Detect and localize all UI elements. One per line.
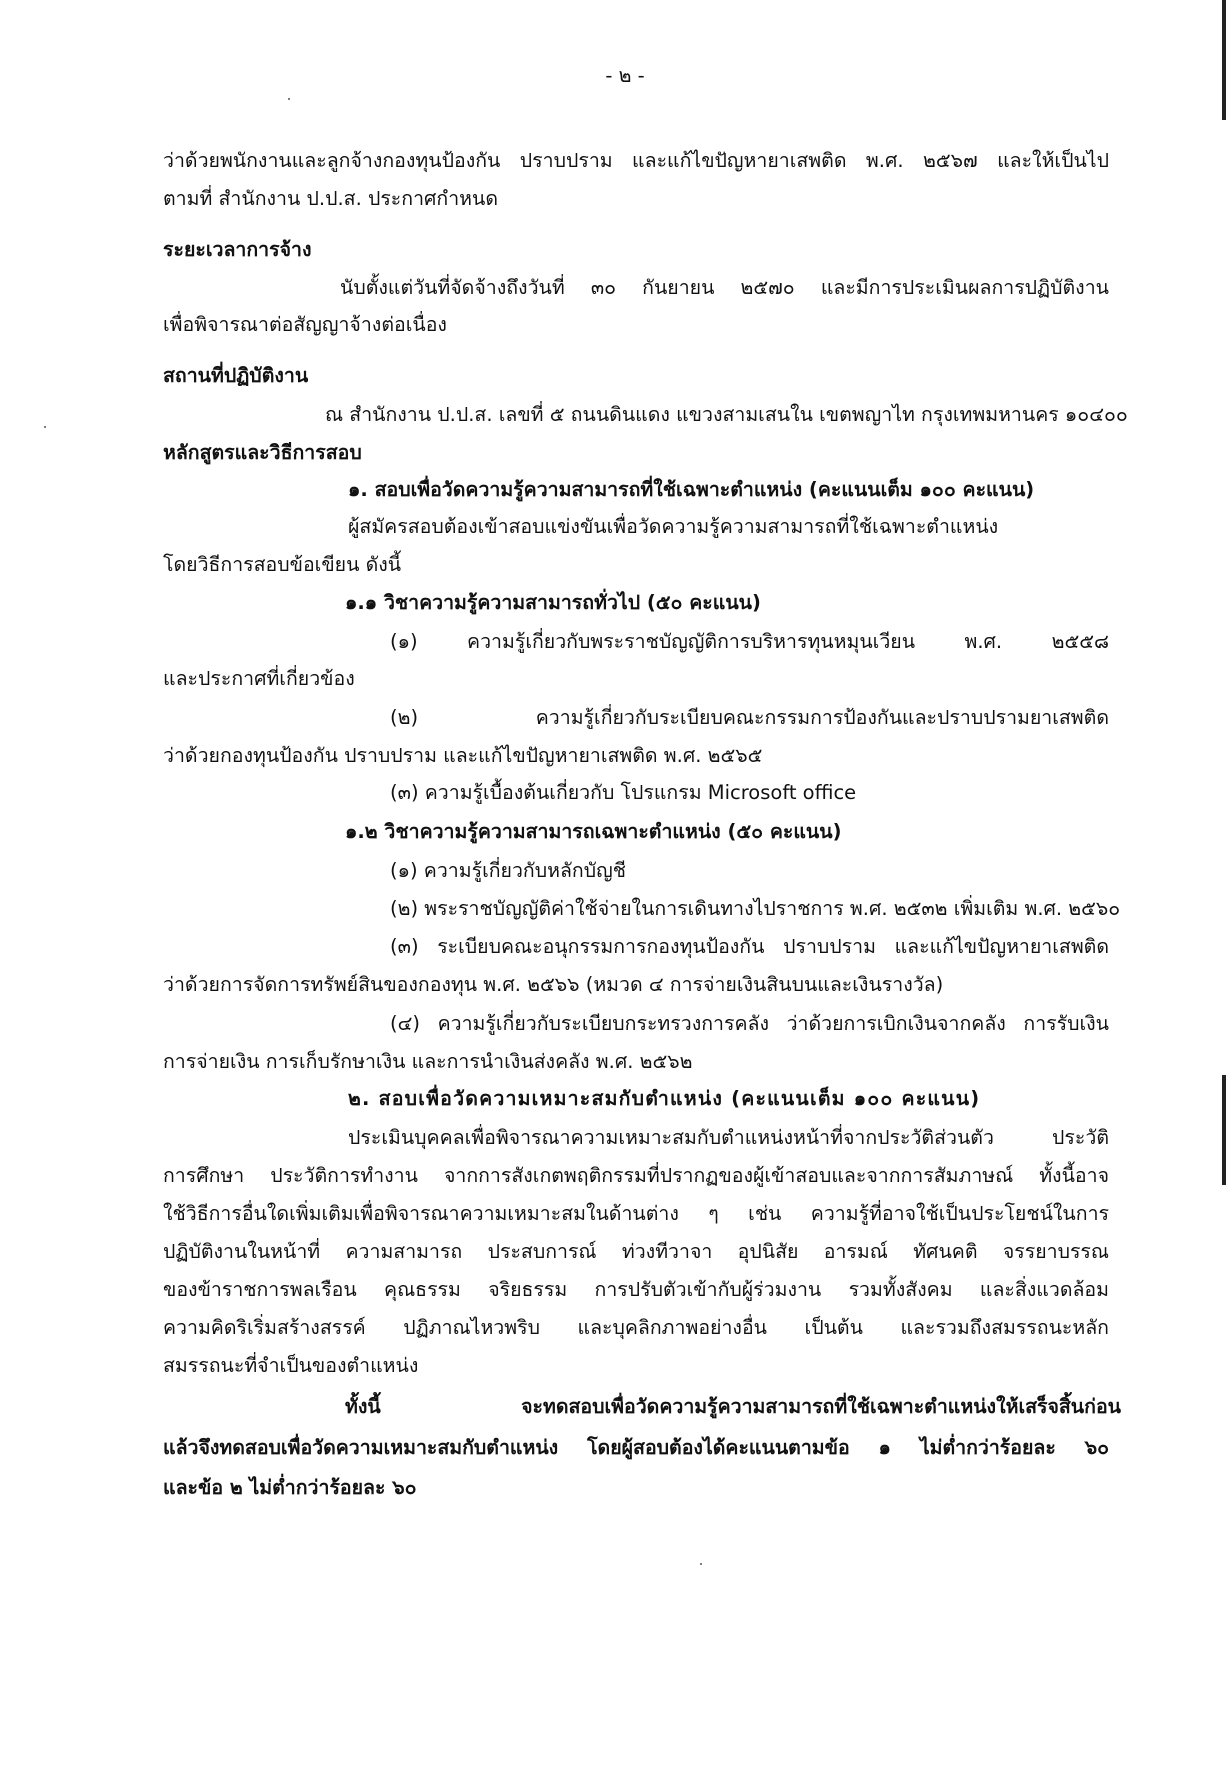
period-heading: ระยะเวลาการจ้าง	[163, 238, 312, 261]
subsection-1-2-item: (๔) ความรู้เกี่ยวกับระเบียบกระทรวงการคลัง ว่าด้วยการเบิกเงินจากคลัง การรับเงิน	[390, 1012, 1109, 1035]
section-2-line: ของข้าราชการพลเรือน คุณธรรม จริยธรรม การปรับตัวเข้ากับผู้ร่วมงาน รวมทั้งสังคม และสิ่งแวดล้อม	[163, 1278, 1109, 1301]
section-1-description: ผู้สมัครสอบต้องเข้าสอบแข่งขันเพื่อวัดความรู้ความสามารถที่ใช้เฉพาะตำแหน่ง	[348, 515, 999, 538]
subsection-1-1-item: (๒) ความรู้เกี่ยวกับระเบียบคณะกรรมการป้องกันและปราบปรามยาเสพติด	[390, 706, 1109, 729]
subsection-1-1-item: (๑) ความรู้เกี่ยวกับพระราชบัญญัติการบริหารทุนหมุนเวียน พ.ศ. ๒๕๕๘	[390, 630, 1109, 653]
subsection-1-1-item: (๓) ความรู้เบื้องต้นเกี่ยวกับ โปรแกรม Microsoft office	[390, 781, 857, 804]
subsection-1-2-item: (๓) ระเบียบคณะอนุกรรมการกองทุนป้องกัน ปราบปราม และแก้ไขปัญหายาเสพติด	[390, 935, 1109, 958]
scan-edge-top	[1222, 0, 1226, 120]
closing-line: และข้อ ๒ ไม่ต่ำกว่าร้อยละ ๖๐	[163, 1476, 417, 1499]
subsection-1-2-item: (๑) ความรู้เกี่ยวกับหลักบัญชี	[390, 859, 626, 882]
scan-speck	[700, 1563, 702, 1565]
scan-speck	[288, 98, 290, 100]
section-2-line: ปฏิบัติงานในหน้าที่ ความสามารถ ประสบการณ์ ท่วงทีวาจา อุปนิสัย อารมณ์ ทัศนคติ จรรยาบรรณ	[163, 1240, 1109, 1263]
section-2-heading: ๒. สอบเพื่อวัดความเหมาะสมกับตำแหน่ง (คะแนนเต็ม ๑๐๐ คะแนน)	[348, 1087, 981, 1110]
section-2-line: ความคิดริเริ่มสร้างสรรค์ ปฏิภาณไหวพริบ และบุคลิกภาพอย่างอื่น เป็นต้น และรวมถึงสมรรถนะหลัก	[163, 1316, 1109, 1339]
subsection-1-2-item: (๒) พระราชบัญญัติค่าใช้จ่ายในการเดินทางไปราชการ พ.ศ. ๒๕๓๒ เพิ่มเติม พ.ศ. ๒๕๖๐	[390, 897, 1121, 920]
period-line: เพื่อพิจารณาต่อสัญญาจ้างต่อเนื่อง	[163, 313, 447, 336]
workplace-line: ณ สำนักงาน ป.ป.ส. เลขที่ ๕ ถนนดินแดง แขวงสามเสนใน เขตพญาไท กรุงเทพมหานคร ๑๐๔๐๐	[325, 403, 1128, 426]
intro-line: ว่าด้วยพนักงานและลูกจ้างกองทุนป้องกัน ปราบปราม และแก้ไขปัญหายาเสพติด พ.ศ. ๒๕๖๗ และให้เป็นไป	[163, 149, 1109, 172]
subsection-1-1-heading: ๑.๑ วิชาความรู้ความสามารถทั่วไป (๕๐ คะแนน)	[345, 591, 761, 614]
section-2-line: การศึกษา ประวัติการทำงาน จากการสังเกตพฤติกรรมที่ปรากฏของผู้เข้าสอบและจากการสัมภาษณ์ ทั้งนี้อาจ	[163, 1164, 1109, 1187]
scan-speck	[44, 426, 46, 428]
section-1-heading: ๑. สอบเพื่อวัดความรู้ความสามารถที่ใช้เฉพาะตำแหน่ง (คะแนนเต็ม ๑๐๐ คะแนน)	[348, 478, 1035, 501]
workplace-heading: สถานที่ปฏิบัติงาน	[163, 364, 309, 387]
curriculum-heading: หลักสูตรและวิธีการสอบ	[163, 441, 362, 464]
section-2-line: สมรรถนะที่จำเป็นของตำแหน่ง	[163, 1354, 419, 1377]
section-2-line: ประเมินบุคคลเพื่อพิจารณาความเหมาะสมกับตำแหน่งหน้าที่จากประวัติส่วนตัว ประวัติ	[348, 1126, 1109, 1149]
subsection-1-1-item: ว่าด้วยกองทุนป้องกัน ปราบปราม และแก้ไขปัญหายาเสพติด พ.ศ. ๒๕๖๕	[163, 744, 763, 767]
section-1-description: โดยวิธีการสอบข้อเขียน ดังนี้	[163, 553, 402, 576]
closing-line: แล้วจึงทดสอบเพื่อวัดความเหมาะสมกับตำแหน่ง โดยผู้สอบต้องได้คะแนนตามข้อ ๑ ไม่ต่ำกว่าร้อยละ ๖๐	[163, 1436, 1109, 1459]
scan-edge-mid	[1222, 1075, 1226, 1185]
subsection-1-2-item: ว่าด้วยการจัดการทรัพย์สินของกองทุน พ.ศ. ๒๕๖๖ (หมวด ๔ การจ่ายเงินสินบนและเงินรางวัล)	[163, 973, 944, 996]
subsection-1-1-item: และประกาศที่เกี่ยวข้อง	[163, 667, 355, 690]
closing-line: ทั้งนี้ จะทดสอบเพื่อวัดความรู้ความสามารถที่ใช้เฉพาะตำแหน่งให้เสร็จสิ้นก่อน	[345, 1395, 1121, 1418]
period-line: นับตั้งแต่วันที่จัดจ้างถึงวันที่ ๓๐ กันยายน ๒๕๗๐ และมีการประเมินผลการปฏิบัติงาน	[340, 276, 1109, 299]
section-2-line: ใช้วิธีการอื่นใดเพิ่มเติมเพื่อพิจารณาความเหมาะสมในด้านต่าง ๆ เช่น ความรู้ที่อาจใช้เป็นประโยชน์ในการ	[163, 1202, 1109, 1225]
subsection-1-2-item: การจ่ายเงิน การเก็บรักษาเงิน และการนำเงินส่งคลัง พ.ศ. ๒๕๖๒	[163, 1050, 693, 1073]
subsection-1-2-heading: ๑.๒ วิชาความรู้ความสามารถเฉพาะตำแหน่ง (๕๐ คะแนน)	[345, 820, 842, 843]
intro-line: ตามที่ สำนักงาน ป.ป.ส. ประกาศกำหนด	[163, 187, 499, 210]
page-number: - ๒ -	[605, 64, 645, 87]
